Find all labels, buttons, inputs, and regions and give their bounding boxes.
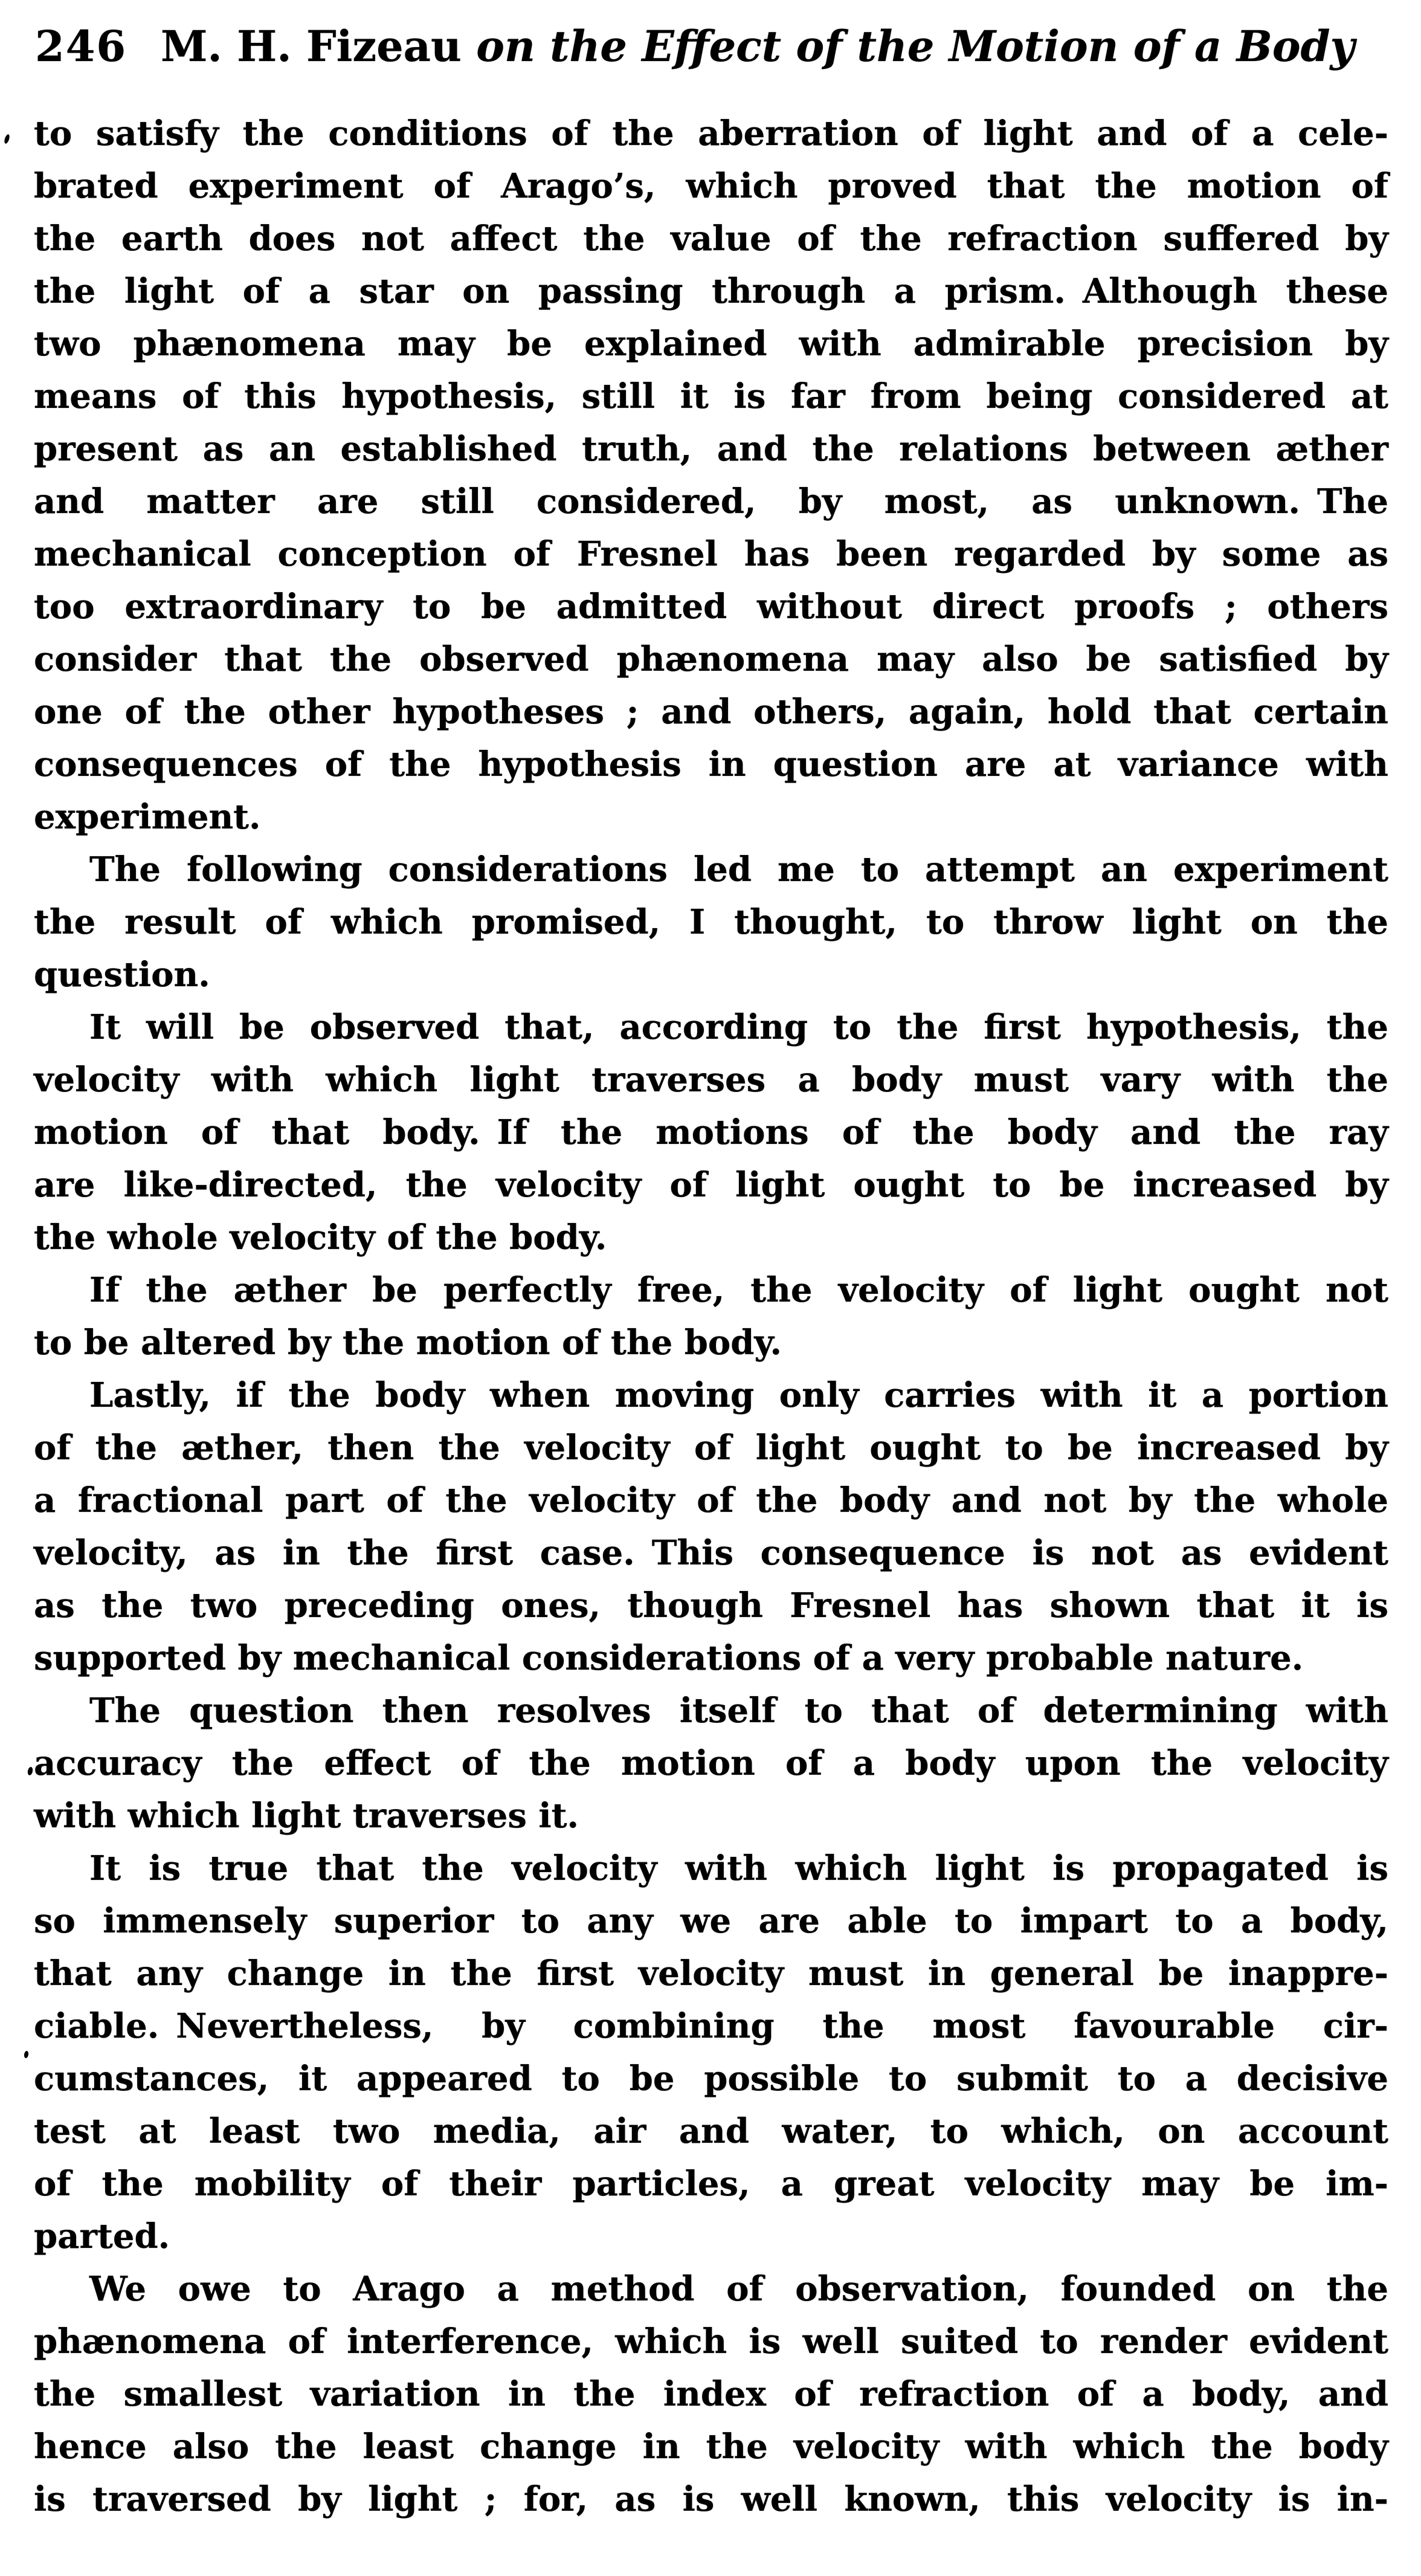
text-line-35: so immensely superior to any we are able to impart to a body, [34, 1901, 1388, 1941]
text-line-2: brated experiment of Arago’s, which proved that the motion of [34, 166, 1388, 206]
text-line-10: too extraordinary to be admitted without direct proofs ; others [34, 587, 1388, 627]
text-line-30: supported by mechanical considerations of a very probable nature. [34, 1638, 1304, 1678]
ink-speck [24, 2050, 29, 2058]
text-line-4: the light of a star on passing through a prism. Although these [34, 271, 1388, 311]
text-line-32: accuracy the effect of the motion of a body upon the velocity [34, 1743, 1388, 1783]
text-line-41: parted. [34, 2216, 170, 2256]
text-line-38: cumstances, it appeared to be possible to submit to a decisive [34, 2059, 1388, 2099]
text-line-7: present as an established truth, and the relations between æther [34, 429, 1388, 469]
text-line-19: velocity with which light traverses a body must vary with the [34, 1060, 1388, 1100]
text-line-16: the result of which promised, I thought, to throw light on the [34, 902, 1388, 942]
text-line-14: experiment. [34, 797, 261, 837]
text-line-6: means of this hypothesis, still it is far from being considered at [34, 376, 1388, 416]
text-line-39: test at least two media, air and water, to which, on account [34, 2111, 1388, 2151]
text-line-46: is traversed by light ; for, as is well known, this velocity is in- [34, 2479, 1388, 2519]
text-line-29: as the two preceding ones, though Fresnel has shown that it is [34, 1586, 1388, 1625]
text-line-22: the whole velocity of the body. [34, 1218, 607, 1257]
text-line-15: The following considerations led me to attempt an experiment [89, 850, 1388, 889]
text-line-34: It is true that the velocity with which light is propagated is [89, 1848, 1388, 1888]
running-head [35, 23, 1388, 69]
ink-speck [27, 1766, 34, 1775]
text-line-23: If the æther be perfectly free, the velocity of light ought not [89, 1270, 1388, 1310]
header-title-italic: on the Effect of the Motion of a Body [476, 21, 1355, 71]
text-line-21: are like-directed, the velocity of light ought to be increased by [34, 1165, 1388, 1205]
text-line-9: mechanical conception of Fresnel has been regarded by some as [34, 534, 1388, 574]
text-line-37: ciable. Nevertheless, by combining the most favourable cir- [34, 2006, 1388, 2046]
text-line-26: of the æther, then the velocity of light ought to be increased by [34, 1428, 1388, 1468]
text-line-36: that any change in the first velocity must in general be inappre- [34, 1954, 1388, 1993]
header-author: M. H. Fizeau [160, 21, 462, 71]
text-line-5: two phænomena may be explained with admirable precision by [34, 324, 1388, 364]
page-number: 246 [35, 21, 127, 71]
text-line-1: to satisfy the conditions of the aberration of light and of a cele- [34, 114, 1388, 153]
text-line-28: velocity, as in the first case. This consequence is not as evident [34, 1533, 1388, 1573]
text-line-40: of the mobility of their particles, a great velocity may be im- [34, 2164, 1388, 2204]
text-line-13: consequences of the hypothesis in question are at variance with [34, 744, 1388, 784]
text-line-25: Lastly, if the body when moving only carries with it a portion [89, 1375, 1388, 1415]
text-line-17: question. [34, 955, 210, 995]
text-line-27: a fractional part of the velocity of the body and not by the whole [34, 1480, 1388, 1520]
text-line-44: the smallest variation in the index of refraction of a body, and [34, 2374, 1388, 2414]
body-text [34, 108, 1388, 2526]
text-line-31: The question then resolves itself to that of determining with [89, 1691, 1388, 1731]
text-line-12: one of the other hypotheses ; and others, again, hold that certain [34, 692, 1388, 732]
text-line-18: It will be observed that, according to the first hypothesis, the [89, 1007, 1388, 1047]
text-line-42: We owe to Arago a method of observation, founded on the [89, 2269, 1388, 2309]
text-line-45: hence also the least change in the velocity with which the body [34, 2427, 1388, 2467]
text-line-43: phænomena of interference, which is well suited to render evident [34, 2322, 1388, 2361]
ink-speck [4, 134, 11, 144]
text-line-20: motion of that body. If the motions of the body and the ray [34, 1112, 1388, 1152]
header-title [127, 23, 1388, 69]
text-line-11: consider that the observed phænomena may also be satisfied by [34, 639, 1388, 679]
text-line-24: to be altered by the motion of the body. [34, 1323, 782, 1363]
text-line-33: with which light traverses it. [34, 1796, 579, 1836]
text-line-3: the earth does not affect the value of the refraction suffered by [34, 219, 1388, 259]
text-line-8: and matter are still considered, by most, as unknown. The [34, 482, 1388, 521]
